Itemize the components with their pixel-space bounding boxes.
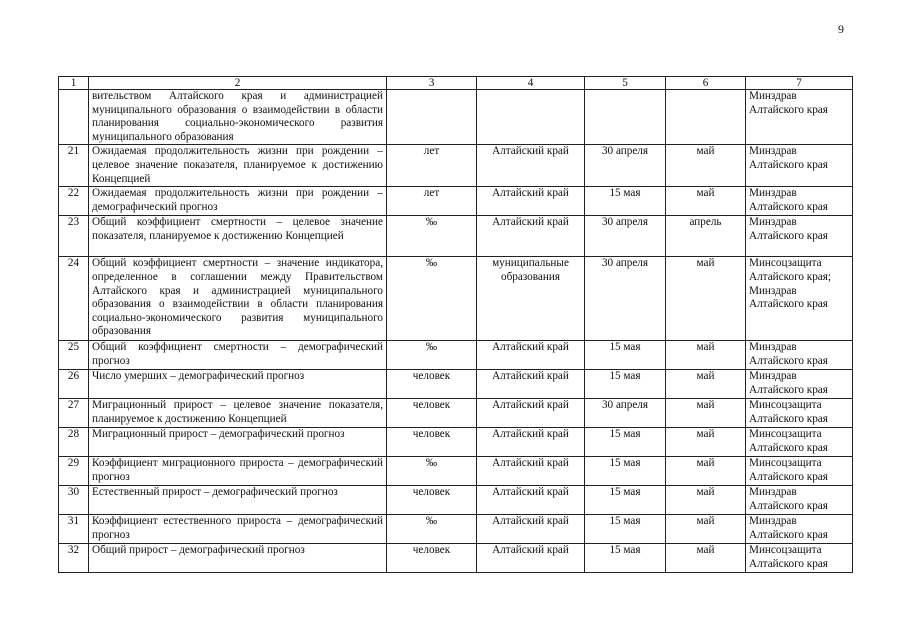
territory-cell: Алтайский край [477,370,585,399]
indicator-name-cell: Миграционный прирост – демографический прогноз [89,428,387,457]
submission-date-cell [585,90,666,145]
submission-date-cell: 15 мая [585,544,666,573]
period-cell [666,90,746,145]
column-header-6: 6 [666,77,746,90]
unit-of-measure-cell: лет [387,145,477,187]
column-header-2: 2 [89,77,387,90]
responsible-body-cell: Минздрав Алтайского края [746,145,853,187]
row-number-cell: 25 [59,341,89,370]
territory-cell: Алтайский край [477,428,585,457]
row-number-cell: 29 [59,457,89,486]
table-row [59,428,853,457]
period-cell: апрель [666,216,746,257]
unit-of-measure-cell [387,90,477,145]
responsible-body-cell: Минсоцзащита Алтайского края [746,544,853,573]
responsible-body-cell: Минздрав Алтайского края [746,90,853,145]
territory-cell: Алтайский край [477,145,585,187]
column-header-1: 1 [59,77,89,90]
period-cell: май [666,187,746,216]
table-row [59,90,853,145]
period-cell: май [666,257,746,341]
period-cell: май [666,370,746,399]
unit-of-measure-cell: ‰ [387,515,477,544]
responsible-body-cell: Минздрав Алтайского края [746,341,853,370]
submission-date-cell: 15 мая [585,486,666,515]
period-cell: май [666,457,746,486]
row-number-cell: 24 [59,257,89,341]
table-row [59,257,853,341]
submission-date-cell: 15 мая [585,187,666,216]
row-number-cell: 31 [59,515,89,544]
table-row [59,341,853,370]
responsible-body-cell: Минздрав Алтайского края [746,370,853,399]
unit-of-measure-cell: человек [387,486,477,515]
period-cell: май [666,399,746,428]
unit-of-measure-cell: лет [387,187,477,216]
table-row [59,515,853,544]
territory-cell [477,90,585,145]
column-header-3: 3 [387,77,477,90]
unit-of-measure-cell: ‰ [387,216,477,257]
period-cell: май [666,486,746,515]
submission-date-cell: 30 апреля [585,145,666,187]
submission-date-cell: 15 мая [585,428,666,457]
submission-date-cell: 30 апреля [585,257,666,341]
responsible-body-cell: Минсоцзащита Алтайского края; Минздрав Алтайского края [746,257,853,341]
unit-of-measure-cell: ‰ [387,341,477,370]
row-number-cell: 26 [59,370,89,399]
responsible-body-cell: Минздрав Алтайского края [746,187,853,216]
unit-of-measure-cell: человек [387,544,477,573]
responsible-body-cell: Минсоцзащита Алтайского края [746,399,853,428]
unit-of-measure-cell: ‰ [387,457,477,486]
indicator-name-cell: Коэффициент миграционного прироста – демографический прогноз [89,457,387,486]
period-cell: май [666,341,746,370]
territory-cell: Алтайский край [477,341,585,370]
unit-of-measure-cell: человек [387,428,477,457]
submission-date-cell: 15 мая [585,341,666,370]
unit-of-measure-cell: человек [387,399,477,428]
territory-cell: Алтайский край [477,544,585,573]
submission-date-cell: 15 мая [585,370,666,399]
indicator-name-cell: Естественный прирост – демографический прогноз [89,486,387,515]
period-cell: май [666,428,746,457]
indicators-table [58,76,853,573]
unit-of-measure-cell: человек [387,370,477,399]
responsible-body-cell: Минздрав Алтайского края [746,515,853,544]
period-cell: май [666,145,746,187]
submission-date-cell: 30 апреля [585,216,666,257]
table-row [59,145,853,187]
table-row [59,457,853,486]
territory-cell: Алтайский край [477,187,585,216]
responsible-body-cell: Минсоцзащита Алтайского края [746,457,853,486]
page-number: 9 [838,22,844,36]
unit-of-measure-cell: ‰ [387,257,477,341]
indicator-name-cell: вительством Алтайского края и администрацией муниципального образования о взаимодействии в области планирования социально-экономического развития муниципального образования [89,90,387,145]
row-number-cell: 22 [59,187,89,216]
column-number-header-row [59,77,853,90]
table-row [59,399,853,428]
indicator-name-cell: Ожидаемая продолжительность жизни при рождении – демографический прогноз [89,187,387,216]
submission-date-cell: 15 мая [585,457,666,486]
table-row [59,187,853,216]
table-row [59,370,853,399]
row-number-cell: 30 [59,486,89,515]
row-number-cell [59,90,89,145]
territory-cell: Алтайский край [477,515,585,544]
row-number-cell: 28 [59,428,89,457]
row-number-cell: 32 [59,544,89,573]
responsible-body-cell: Минздрав Алтайского края [746,216,853,257]
row-number-cell: 23 [59,216,89,257]
indicator-name-cell: Общий коэффициент смертности – значение индикатора, определенное в соглашении между Правительством Алтайского края и администрацией муниципального образования о взаимодействии в области планирования социально-экономического развития муниципального образования [89,257,387,341]
indicator-name-cell: Ожидаемая продолжительность жизни при рождении – целевое значение показателя, планируемое к достижению Концепцией [89,145,387,187]
responsible-body-cell: Минсоцзащита Алтайского края [746,428,853,457]
indicator-name-cell: Коэффициент естественного прироста – демографический прогноз [89,515,387,544]
territory-cell: Алтайский край [477,486,585,515]
row-number-cell: 27 [59,399,89,428]
table-row [59,486,853,515]
period-cell: май [666,544,746,573]
indicator-name-cell: Общий коэффициент смертности – целевое значение показателя, планируемое к достижению Концепцией [89,216,387,257]
table-row [59,544,853,573]
period-cell: май [666,515,746,544]
table-row [59,216,853,257]
territory-cell: муниципальные образования [477,257,585,341]
territory-cell: Алтайский край [477,216,585,257]
submission-date-cell: 15 мая [585,515,666,544]
column-header-5: 5 [585,77,666,90]
territory-cell: Алтайский край [477,399,585,428]
column-header-4: 4 [477,77,585,90]
territory-cell: Алтайский край [477,457,585,486]
indicator-name-cell: Число умерших – демографический прогноз [89,370,387,399]
indicator-name-cell: Общий коэффициент смертности – демографический прогноз [89,341,387,370]
responsible-body-cell: Минздрав Алтайского края [746,486,853,515]
row-number-cell: 21 [59,145,89,187]
indicator-name-cell: Общий прирост – демографический прогноз [89,544,387,573]
indicator-name-cell: Миграционный прирост – целевое значение показателя, планируемое к достижению Концепцией [89,399,387,428]
column-header-7: 7 [746,77,853,90]
submission-date-cell: 30 апреля [585,399,666,428]
